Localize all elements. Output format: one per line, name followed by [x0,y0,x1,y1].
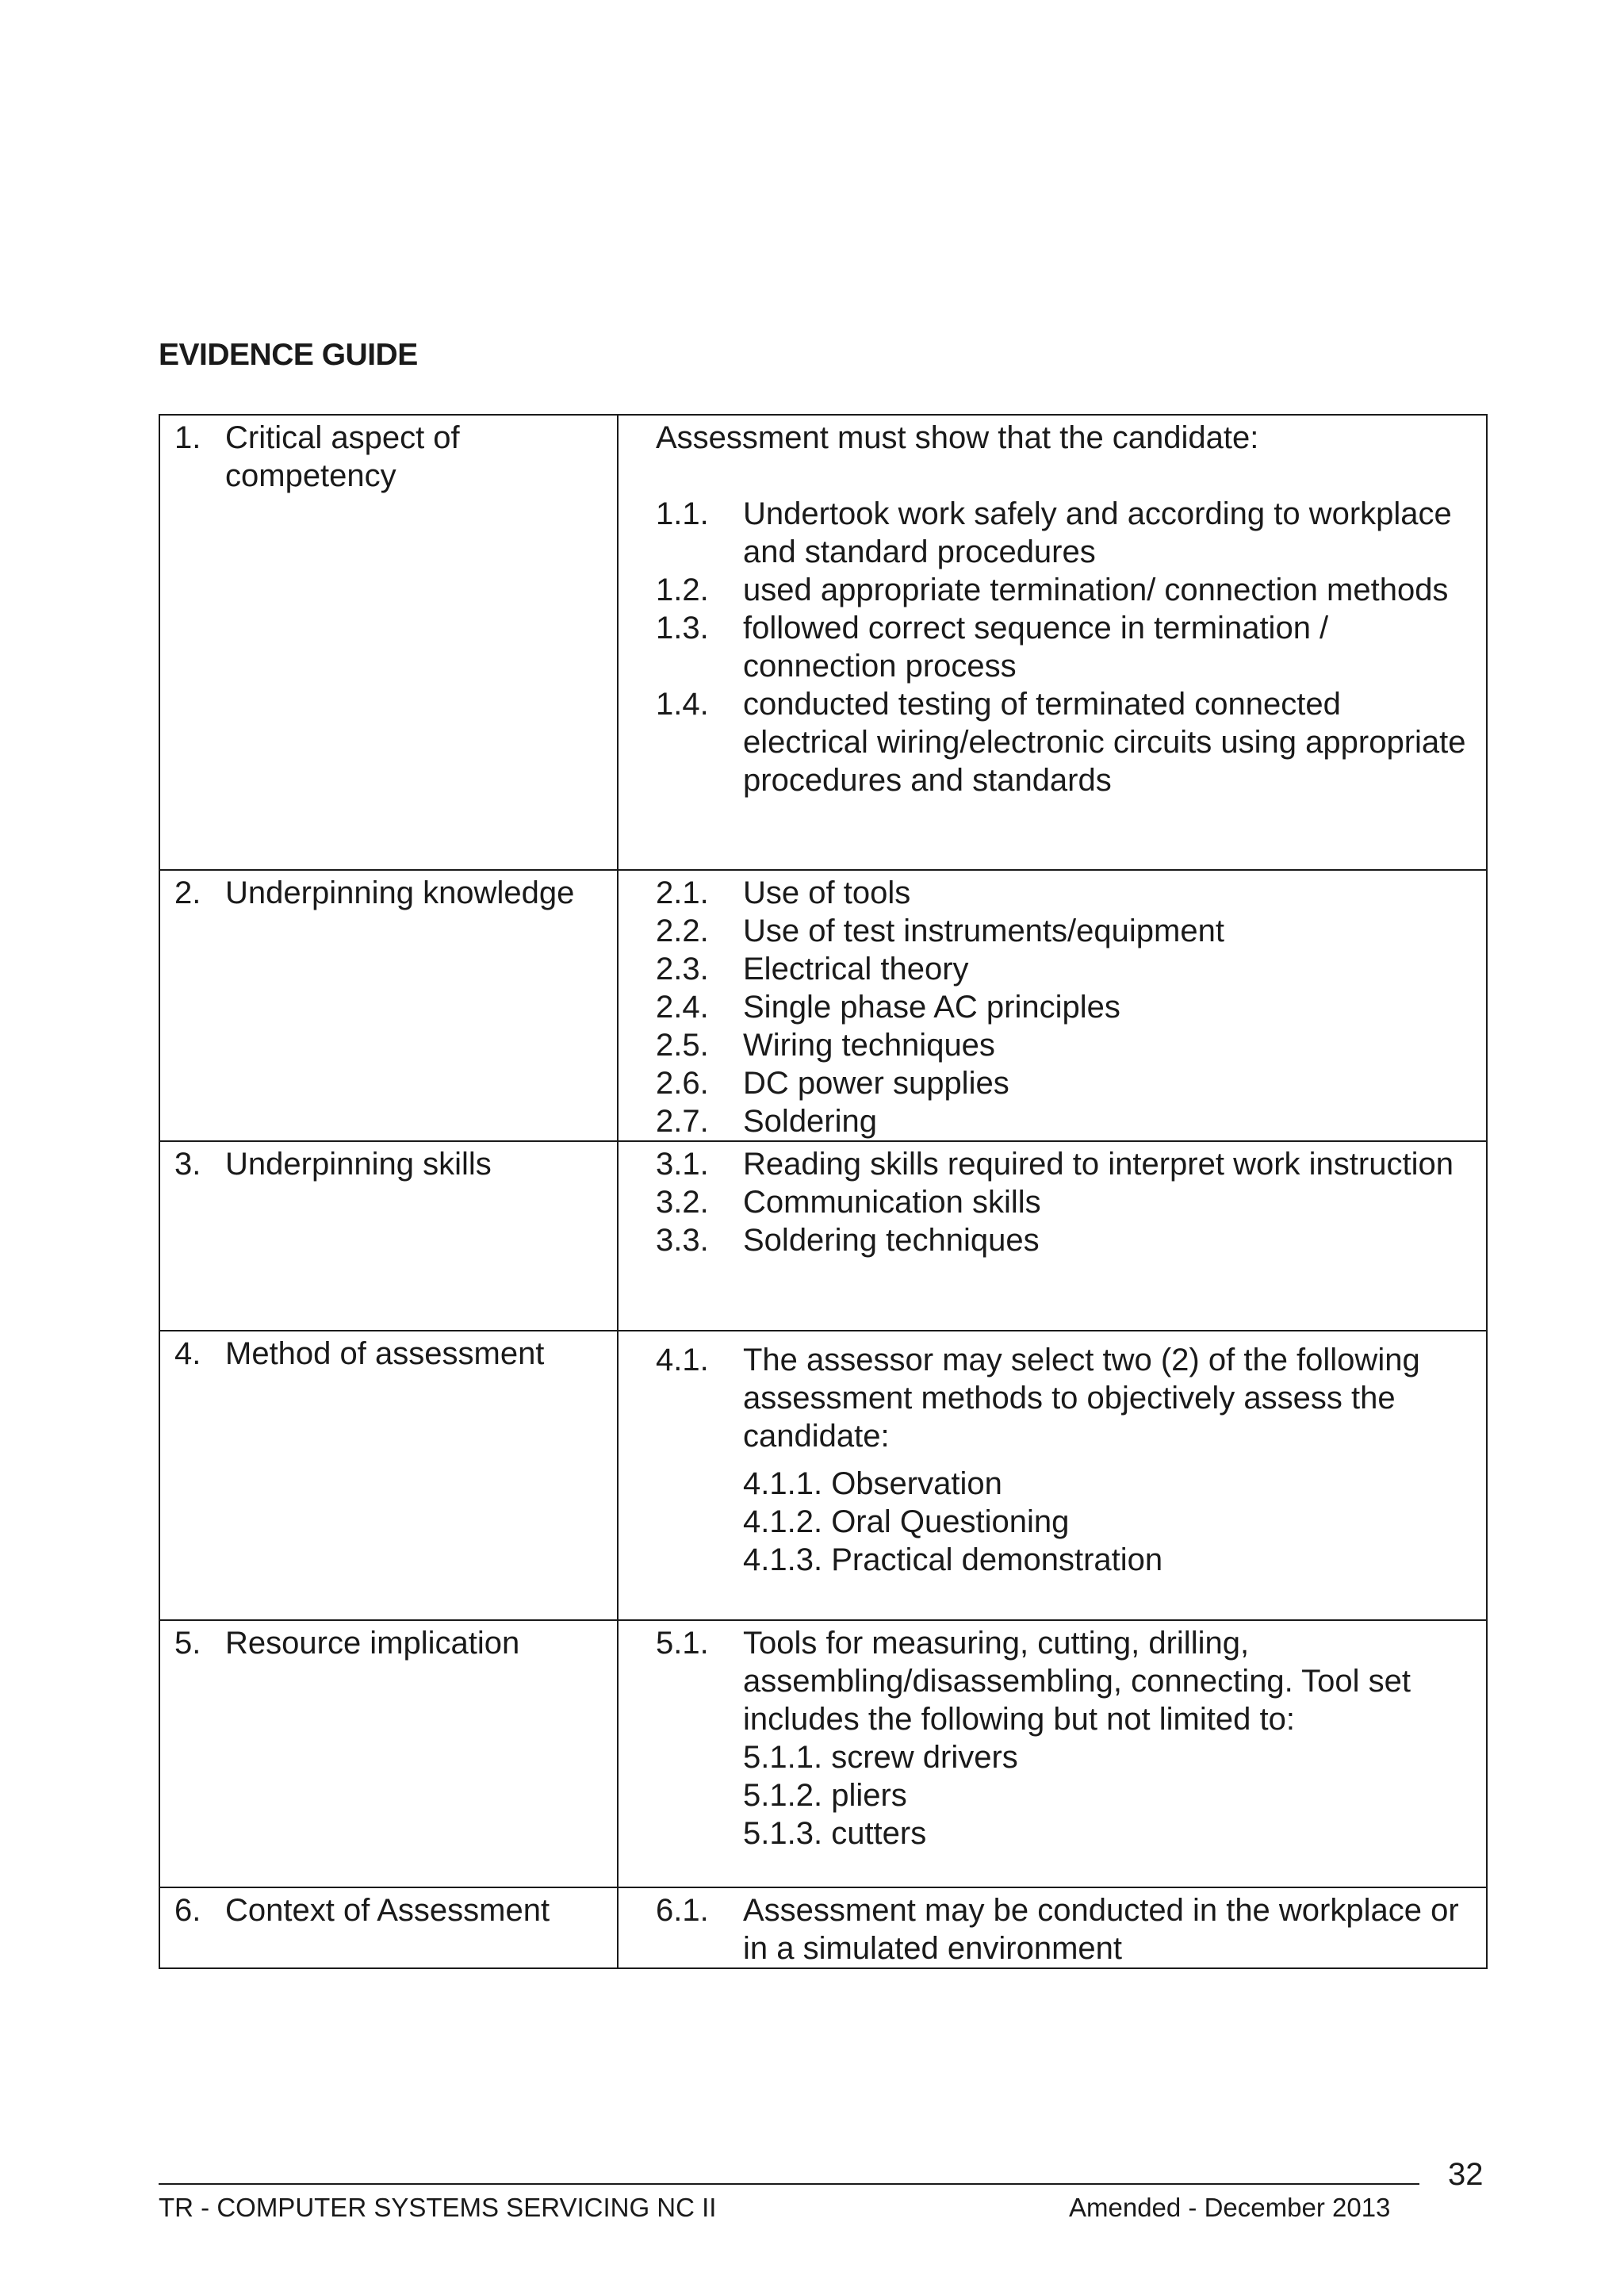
item-number: 5.1. [656,1626,709,1661]
aspect-number: 3. [174,1147,201,1182]
item-text: The assessor may select two (2) of the following assessment methods to objectively assess the candidate: [743,1343,1420,1454]
evidence-guide-table [159,414,1488,1969]
table-row [159,870,1487,1141]
aspect-number: 6. [174,1893,201,1928]
list-item [656,988,1470,1026]
aspect-number: 4. [174,1336,201,1371]
list-item [656,1064,1470,1102]
item-text: Soldering techniques [743,1223,1040,1258]
sub-list-item: 5.1.3. cutters [743,1816,927,1851]
list-item [656,1145,1470,1183]
aspect-cell [159,1887,618,1968]
evidence-cell [618,1620,1487,1887]
list-item [656,1891,1470,1967]
item-text: Assessment may be conducted in the workplace or in a simulated environment [743,1893,1459,1966]
item-text: Reading skills required to interpret work instruction [743,1147,1454,1182]
item-text: Communication skills [743,1185,1041,1220]
table-row [159,1331,1487,1620]
list-item [656,609,1470,685]
item-text: Electrical theory [743,952,969,987]
table-row [159,1620,1487,1887]
aspect-cell [159,1141,618,1331]
item-text: Tools for measuring, cutting, drilling, assembling/disassembling, connecting. Tool set includes the following but not limited to: [743,1626,1411,1737]
list-item [656,685,1470,799]
aspect-cell [159,1331,618,1620]
item-number: 3.2. [656,1185,709,1220]
list-item [656,950,1470,988]
sub-list-item: 4.1.3. Practical demonstration [743,1542,1163,1577]
list-item [656,1341,1470,1455]
sub-list-item: 5.1.2. pliers [743,1778,907,1813]
aspect-label: Context of Assessment [225,1893,550,1928]
aspect-cell [159,1620,618,1887]
item-text: used appropriate termination/ connection methods [743,573,1449,607]
item-text: Wiring techniques [743,1028,995,1063]
aspect-number: 1. [174,420,201,455]
item-number: 2.5. [656,1028,709,1063]
table-row [159,1141,1487,1331]
item-text: Single phase AC principles [743,990,1120,1025]
footer-rule [159,2183,1419,2185]
evidence-cell [618,870,1487,1141]
item-number: 3.3. [656,1223,709,1258]
aspect-label: Underpinning skills [225,1147,492,1182]
sub-list-item: 5.1.1. screw drivers [743,1740,1018,1775]
item-text: conducted testing of terminated connected electrical wiring/electronic circuits using appropriate procedures and standards [743,687,1466,798]
item-text: DC power supplies [743,1066,1009,1101]
item-number: 4.1. [656,1343,709,1377]
page-number: 32 [1448,2157,1484,2192]
list-item [656,571,1470,609]
table-row [159,1887,1487,1968]
item-text: Undertook work safely and according to workplace and standard procedures [743,496,1452,569]
evidence-cell [618,1887,1487,1968]
evidence-cell [618,1141,1487,1331]
page-heading: EVIDENCE GUIDE [159,338,418,372]
sub-list-item: 4.1.2. Oral Questioning [743,1504,1070,1539]
list-item [656,1183,1470,1221]
aspect-label: Underpinning knowledge [225,875,575,910]
list-item [656,1624,1470,1738]
aspect-label: Method of assessment [225,1336,545,1371]
item-number: 2.4. [656,990,709,1025]
item-text: Use of tools [743,875,911,910]
item-text: followed correct sequence in termination / connection process [743,611,1329,684]
footer-amended-date: Amended - December 2013 [1069,2193,1391,2222]
item-number: 1.2. [656,573,709,607]
evidence-cell [618,1331,1487,1620]
item-number: 2.6. [656,1066,709,1101]
item-number: 2.2. [656,914,709,948]
evidence-cell [618,415,1487,870]
list-item [656,495,1470,571]
item-number: 1.4. [656,687,709,722]
footer-document-title: TR - COMPUTER SYSTEMS SERVICING NC II [159,2193,717,2222]
evidence-intro: Assessment must show that the candidate: [656,420,1259,455]
aspect-cell [159,415,618,870]
item-text: Use of test instruments/equipment [743,914,1224,948]
list-item [656,1102,1470,1140]
item-number: 2.7. [656,1104,709,1139]
sub-list-item: 4.1.1. Observation [743,1466,1002,1501]
aspect-number: 5. [174,1626,201,1661]
item-number: 2.1. [656,875,709,910]
list-item [656,874,1470,912]
item-number: 6.1. [656,1893,709,1928]
aspect-label: Critical aspect of competency [225,420,460,493]
item-number: 3.1. [656,1147,709,1182]
aspect-number: 2. [174,875,201,910]
list-item [656,1221,1470,1259]
table-row [159,415,1487,870]
item-number: 2.3. [656,952,709,987]
aspect-label: Resource implication [225,1626,520,1661]
item-number: 1.3. [656,611,709,646]
list-item [656,1026,1470,1064]
item-number: 1.1. [656,496,709,531]
aspect-cell [159,870,618,1141]
item-text: Soldering [743,1104,878,1139]
list-item [656,912,1470,950]
